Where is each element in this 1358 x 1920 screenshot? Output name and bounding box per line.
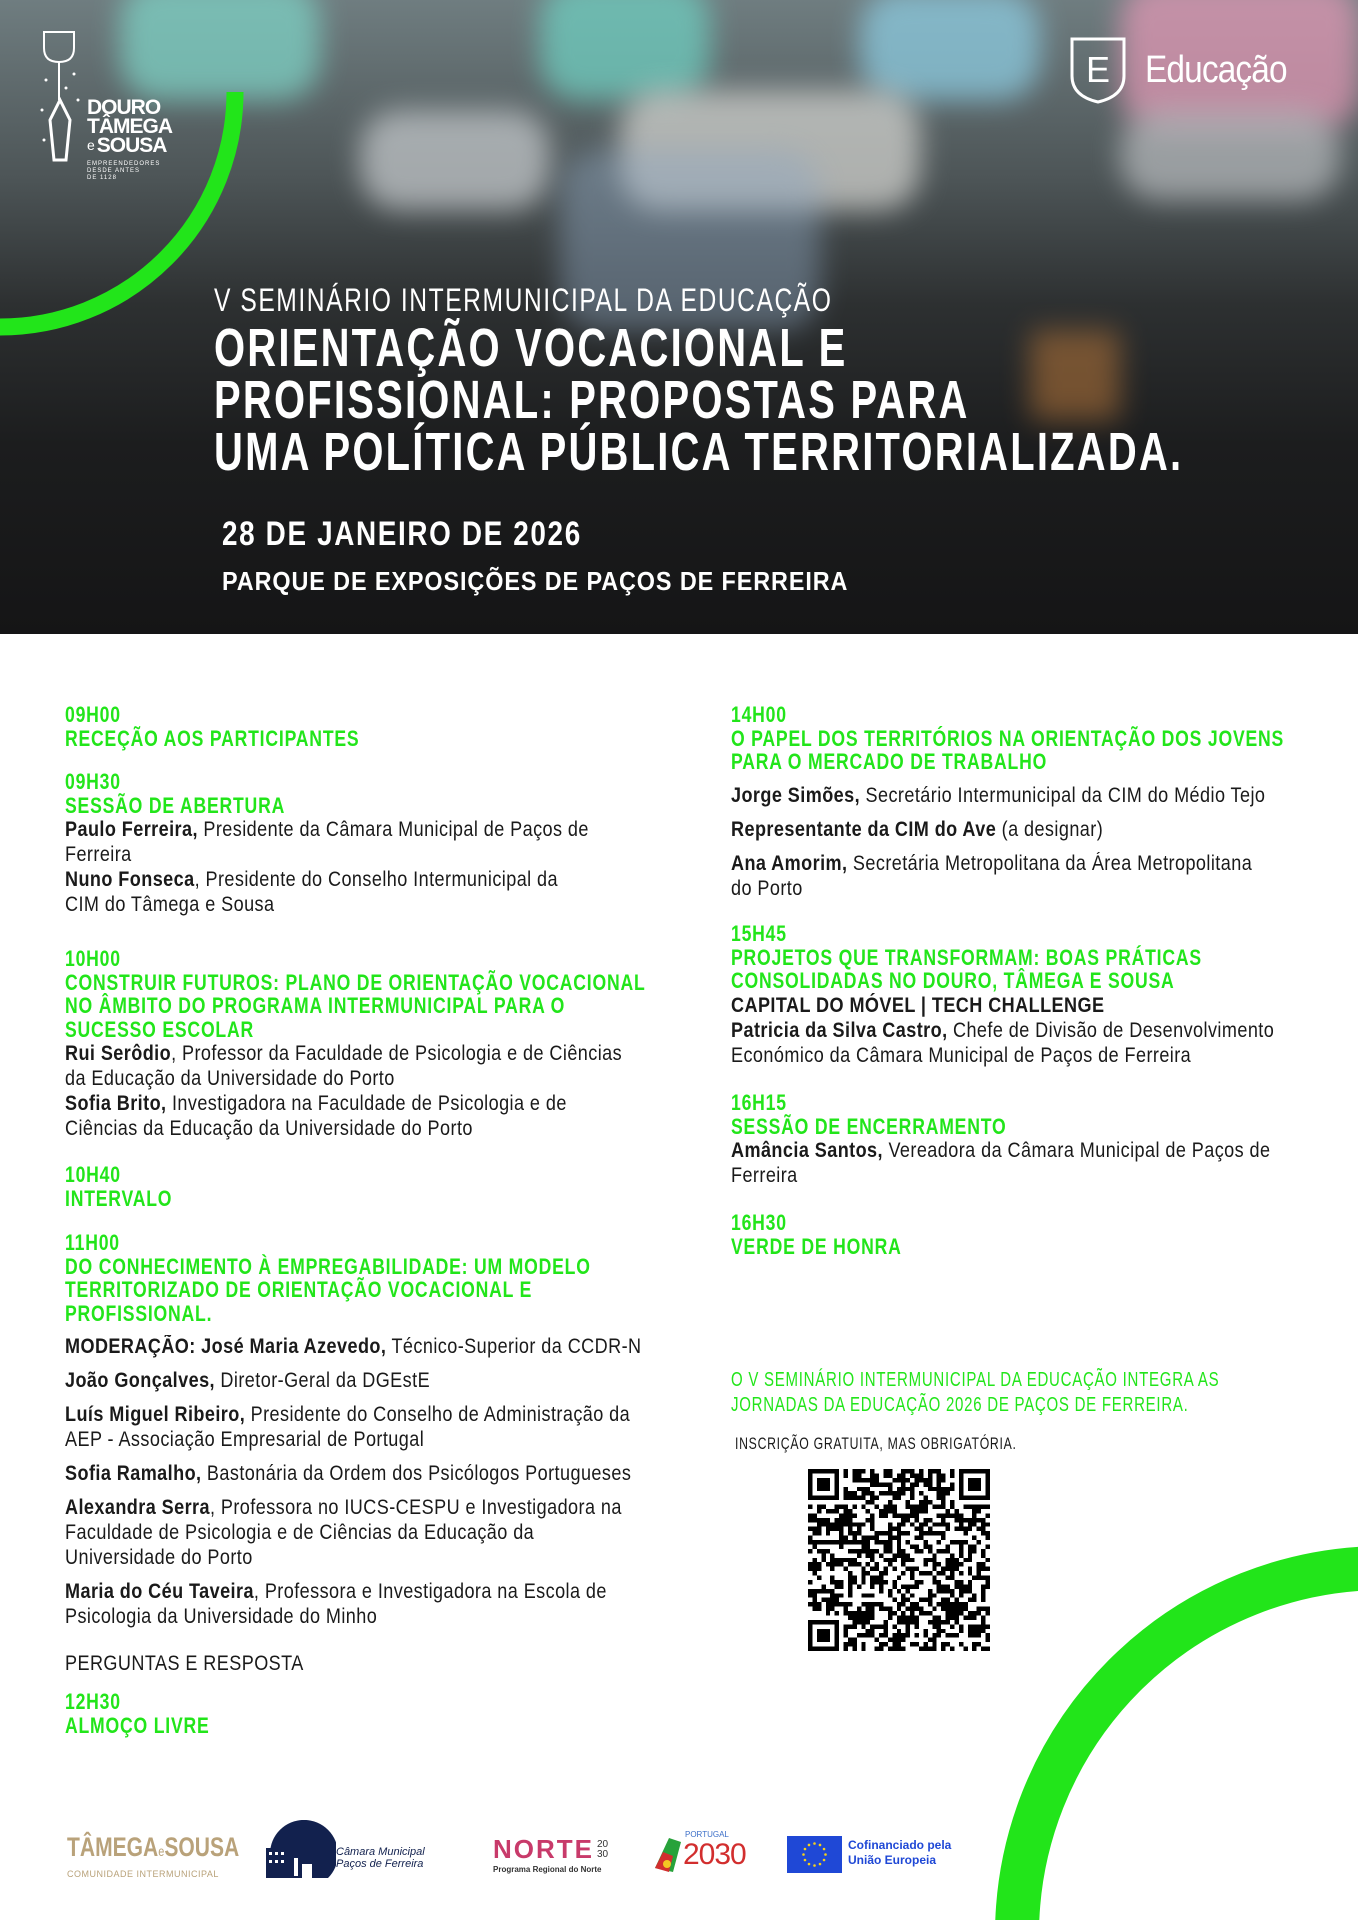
session-title-row	[731, 969, 1358, 993]
speaker-line	[65, 1651, 735, 1676]
session-title-line: TERRITORIZADO DE ORIENTAÇÃO VOCACIONAL E	[65, 1277, 533, 1302]
speaker-role: Técnico-Superior da CCDR-N	[386, 1335, 642, 1358]
logo-text: 30	[597, 1848, 609, 1860]
speaker-line	[65, 842, 674, 867]
speaker-line	[65, 1334, 735, 1359]
speaker-name: Sofia Ramalho,	[65, 1462, 202, 1485]
speaker-entry	[65, 867, 674, 917]
logo-tagline: DESDE ANTES	[87, 168, 141, 174]
session-title-row	[65, 994, 791, 1018]
schedule-time-row	[731, 1211, 944, 1235]
schedule-block	[65, 1231, 735, 1676]
speaker-name: Paulo Ferreira,	[65, 818, 198, 841]
logo-text: 2030	[683, 1838, 746, 1871]
session-title-row	[731, 946, 1358, 970]
session-title-line: CONSTRUIR FUTUROS: PLANO DE ORIENTAÇÃO VOCACIONAL	[65, 969, 646, 995]
speaker-name: Ana Amorim,	[731, 851, 848, 875]
schedule-block	[65, 1690, 246, 1737]
speaker-line	[731, 1018, 1358, 1043]
speaker-role: CIM do Tâmega e Sousa	[65, 893, 275, 916]
speaker-line-text	[65, 1091, 567, 1116]
speaker-line-text	[65, 817, 589, 842]
session-title-row	[65, 1255, 735, 1279]
speaker-entry	[65, 1091, 791, 1141]
session-title-line: DO CONHECIMENTO À EMPREGABILIDADE: UM MODELO	[65, 1253, 591, 1279]
speaker-entry	[731, 851, 1358, 901]
logo-text: Paços de Ferreira	[336, 1858, 424, 1870]
event-date: 28 DE JANEIRO DE 2026	[222, 515, 582, 553]
speaker-line	[65, 892, 674, 917]
speaker-role: , Presidente do Conselho Intermunicipal da	[194, 868, 559, 891]
speaker-line-text	[731, 783, 1265, 808]
speaker-role: Secretária Metropolitana da Área Metropolitana	[847, 851, 1253, 875]
event-title-line: PROFISSIONAL: PROPOSTAS PARA	[214, 370, 970, 430]
photo-shape	[540, 0, 710, 100]
logo-subtext: Programa Regional do Norte	[493, 1865, 602, 1874]
norte-2030-logo	[493, 1820, 628, 1890]
educacao-logo	[1069, 36, 1306, 104]
logo-text: Câmara Municipal	[336, 1846, 425, 1858]
speaker-line	[65, 1545, 735, 1570]
logo-text: União Europeia	[848, 1853, 937, 1867]
educacao-label: Educação	[1145, 48, 1287, 91]
session-title-row	[65, 1018, 791, 1042]
session-title-row	[731, 1115, 1358, 1139]
speaker-name: Alexandra Serra	[65, 1496, 210, 1519]
jornadas-note	[731, 1368, 1358, 1418]
speaker-line-text	[731, 851, 1252, 876]
schedule-block	[731, 1211, 944, 1258]
schedule-time: 16H30	[731, 1210, 787, 1235]
camara-pacos-ferreira-logo	[264, 1820, 434, 1890]
shield-letter: E	[1085, 49, 1111, 90]
session-title-line: PARA O MERCADO DE TRABALHO	[731, 749, 1048, 774]
logo-text: Cofinanciado pela	[848, 1838, 952, 1852]
event-title-line: ORIENTAÇÃO VOCACIONAL E	[214, 318, 848, 378]
session-title-row	[65, 1278, 735, 1302]
speaker-entry	[65, 1579, 735, 1629]
logo-tagline: DE 1128	[87, 175, 117, 181]
speaker-name: João Gonçalves,	[65, 1369, 215, 1392]
speaker-line	[65, 1091, 791, 1116]
event-title	[214, 318, 1358, 482]
building-icon	[264, 1820, 336, 1884]
session-title-line: SESSÃO DE ABERTURA	[65, 792, 286, 818]
speaker-entry	[731, 1018, 1358, 1068]
logo-text: PORTUGAL	[685, 1830, 729, 1839]
logo-text: SOUSA	[164, 1832, 240, 1862]
speaker-entry	[65, 817, 674, 867]
schedule-time: 09H00	[65, 702, 121, 727]
session-title-line: CONSOLIDADAS NO DOURO, TÂMEGA E SOUSA	[731, 968, 1175, 993]
schedule-time-row	[65, 1231, 735, 1255]
session-title-row	[65, 794, 674, 818]
session-title-line: ALMOÇO LIVRE	[65, 1712, 210, 1738]
logo-subtext: COMUNIDADE INTERMUNICIPAL	[67, 1869, 219, 1879]
hero-banner	[0, 0, 1358, 634]
session-title-row	[65, 971, 791, 995]
speaker-line	[65, 1402, 735, 1427]
speaker-line	[65, 1520, 735, 1545]
schedule-time: 16H15	[731, 1090, 787, 1115]
speaker-line-text	[731, 993, 1104, 1018]
speaker-line	[65, 1461, 735, 1486]
speaker-line	[65, 1495, 735, 1520]
speaker-role: Vereadora da Câmara Municipal de Paços de	[882, 1139, 1271, 1162]
speaker-line-text	[65, 1368, 430, 1393]
speaker-entry	[65, 1368, 735, 1393]
session-title-line: SESSÃO DE ENCERRAMENTO	[731, 1113, 1007, 1139]
speaker-line	[65, 1368, 735, 1393]
session-title-row	[731, 1235, 944, 1259]
speaker-line-text	[65, 1041, 622, 1066]
speaker-entry	[65, 1495, 735, 1570]
speaker-entry	[65, 1402, 735, 1452]
session-title-row	[731, 727, 1358, 751]
speaker-entry	[731, 783, 1358, 808]
logo-word: TÂMEGA	[87, 115, 172, 138]
eu-cofinancing-logo	[787, 1820, 967, 1890]
schedule-block	[65, 770, 674, 917]
speaker-name: Patricia da Silva Castro,	[731, 1018, 948, 1042]
tamega-sousa-logo	[67, 1820, 240, 1890]
speaker-line	[731, 1163, 1358, 1188]
speaker-line	[65, 1116, 791, 1141]
session-title-line: RECEÇÃO AOS PARTICIPANTES	[65, 725, 360, 751]
speaker-line	[731, 993, 1358, 1018]
speaker-role: Universidade do Porto	[65, 1546, 253, 1569]
speaker-role: Psicologia da Universidade do Minho	[65, 1605, 378, 1628]
speaker-role: Ciências da Educação da Universidade do Porto	[65, 1117, 473, 1140]
registration-qr-code[interactable]	[808, 1469, 990, 1651]
schedule-time-row	[731, 922, 1358, 946]
schedule-time-row	[65, 947, 791, 971]
schedule-time-row	[65, 1163, 199, 1187]
speaker-name: Sofia Brito,	[65, 1092, 167, 1115]
schedule-time-row	[731, 1091, 1358, 1115]
speaker-line-text	[65, 1651, 304, 1676]
schedule-time: 10H00	[65, 946, 121, 971]
speaker-entry	[731, 817, 1358, 842]
speaker-role: Ferreira	[65, 843, 132, 866]
speaker-line-text	[65, 1334, 641, 1359]
speaker-line-text	[65, 1495, 622, 1520]
bottom-right-arc	[1017, 1568, 1358, 1920]
event-venue: PARQUE DE EXPOSIÇÕES DE PAÇOS DE FERREIRA	[222, 566, 849, 596]
schedule-block	[731, 703, 1358, 901]
schedule-time-row	[65, 1690, 246, 1714]
speaker-line-text	[731, 1018, 1274, 1043]
portugal-2030-logo	[655, 1820, 755, 1890]
speaker-role: Diretor-Geral da DGEstE	[214, 1369, 431, 1392]
speaker-role: Bastonária da Ordem dos Psicólogos Portugueses	[201, 1462, 632, 1485]
note-line: JORNADAS DA EDUCAÇÃO 2026 DE PAÇOS DE FERREIRA.	[731, 1394, 1189, 1416]
logo-text: 20	[597, 1838, 609, 1850]
speaker-line-text	[65, 867, 558, 892]
session-title-row	[65, 1714, 246, 1738]
speaker-name: Amância Santos,	[731, 1139, 883, 1162]
speaker-entry	[731, 993, 1358, 1018]
session-title-line: O PAPEL DOS TERRITÓRIOS NA ORIENTAÇÃO DOS JOVENS	[731, 725, 1285, 751]
speaker-line	[65, 867, 674, 892]
speaker-line	[731, 783, 1358, 808]
logo-word: DOURO	[87, 96, 161, 119]
schedule-block	[731, 922, 1358, 1068]
speaker-entry	[731, 1138, 1358, 1188]
schedule-time: 15H45	[731, 921, 787, 946]
portugal-flag-icon	[655, 1838, 681, 1872]
speaker-role: Chefe de Divisão de Desenvolvimento	[947, 1018, 1275, 1042]
douro-tamega-sousa-logo	[40, 30, 172, 195]
speaker-line	[65, 1041, 791, 1066]
schedule-block	[65, 947, 791, 1141]
speaker-entry	[65, 1041, 791, 1091]
note-line: O V SEMINÁRIO INTERMUNICIPAL DA EDUCAÇÃO INTEGRA AS	[731, 1369, 1220, 1391]
laptop-shape	[1120, 110, 1340, 200]
session-title-line: SUCESSO ESCOLAR	[65, 1016, 255, 1042]
speaker-role: Presidente do Conselho de Administração da	[245, 1403, 631, 1426]
speaker-name: Luís Miguel Ribeiro,	[65, 1403, 246, 1426]
speaker-line	[65, 817, 674, 842]
speaker-role: , Professora e Investigadora na Escola de	[253, 1580, 607, 1603]
speaker-line	[65, 1427, 735, 1452]
schedule-time: 10H40	[65, 1162, 121, 1187]
schedule-block	[731, 1091, 1358, 1188]
speaker-line-text	[731, 1138, 1271, 1163]
speaker-role: do Porto	[731, 876, 803, 900]
session-title-row	[65, 1187, 199, 1211]
session-title-line: PROFISSIONAL.	[65, 1300, 213, 1326]
speaker-name: Nuno Fonseca	[65, 868, 195, 891]
speaker-role: (a designar)	[996, 817, 1104, 841]
speaker-role: Económico da Câmara Municipal de Paços de Ferreira	[731, 1043, 1192, 1067]
event-title-line: UMA POLÍTICA PÚBLICA TERRITORIALIZADA.	[214, 422, 1184, 482]
speaker-role: , Professor da Faculdade de Psicologia e de Ciências	[171, 1042, 623, 1065]
schedule-block	[65, 1163, 199, 1210]
speaker-line	[65, 1579, 735, 1604]
eu-flag-icon	[787, 1836, 842, 1873]
schedule-time: 14H00	[731, 702, 787, 727]
speaker-role: Presidente da Câmara Municipal de Paços de	[197, 818, 589, 841]
speaker-name: MODERAÇÃO: José Maria Azevedo,	[65, 1335, 387, 1358]
shield-icon	[1069, 36, 1127, 104]
session-title-line: VERDE DE HONRA	[731, 1233, 902, 1259]
logo-word: e	[87, 137, 94, 153]
logo-text: NORTE	[493, 1834, 594, 1864]
speaker-line-text	[65, 1579, 607, 1604]
speaker-name: Jorge Simões,	[731, 783, 861, 807]
logo-word: SOUSA	[96, 134, 167, 157]
speaker-line	[65, 1066, 791, 1091]
speaker-line	[731, 876, 1358, 901]
speaker-role: da Educação da Universidade do Porto	[65, 1067, 395, 1090]
schedule-block	[65, 703, 433, 750]
session-title-row	[65, 727, 433, 751]
session-title-row	[65, 1302, 735, 1326]
speaker-line-text	[65, 1461, 631, 1486]
registration-text: INSCRIÇÃO GRATUITA, MAS OBRIGATÓRIA.	[735, 1434, 1017, 1453]
speaker-line	[731, 1043, 1358, 1068]
schedule-time: 11H00	[65, 1230, 120, 1255]
session-title-line: NO ÂMBITO DO PROGRAMA INTERMUNICIPAL PARA O	[65, 993, 566, 1018]
laptop-shape	[360, 110, 550, 210]
logo-tagline: EMPREENDEDORES	[87, 161, 161, 167]
speaker-entry	[65, 1334, 735, 1359]
photo-shape	[860, 0, 1040, 100]
schedule-time: 09H30	[65, 769, 121, 794]
speaker-name: Rui Serôdio	[65, 1042, 172, 1065]
schedule-time-row	[65, 770, 674, 794]
session-title-line: PROJETOS QUE TRANSFORMAM: BOAS PRÁTICAS	[731, 944, 1202, 970]
logo-text: e	[158, 1843, 165, 1859]
speaker-line	[731, 1138, 1358, 1163]
speaker-line-text	[731, 817, 1103, 842]
speaker-role: Secretário Intermunicipal da CIM do Médio Tejo	[860, 783, 1266, 807]
speaker-entry	[65, 1461, 735, 1486]
event-subtitle: V SEMINÁRIO INTERMUNICIPAL DA EDUCAÇÃO	[214, 282, 833, 318]
speaker-name: Representante da CIM do Ave	[731, 817, 997, 841]
speaker-role: Faculdade de Psicologia e de Ciências da Educação da	[65, 1521, 535, 1544]
speaker-line	[731, 851, 1358, 876]
speaker-role: , Professora no IUCS-CESPU e Investigadora na	[209, 1496, 622, 1519]
speaker-role: Ferreira	[731, 1164, 798, 1187]
schedule-time: 12H30	[65, 1689, 121, 1714]
speaker-name: CAPITAL DO MÓVEL | TECH CHALLENGE	[731, 993, 1105, 1017]
schedule-time-row	[65, 703, 433, 727]
speaker-role: AEP - Associação Empresarial de Portugal	[65, 1428, 425, 1451]
speaker-role: PERGUNTAS E RESPOSTA	[65, 1652, 304, 1675]
speaker-role: Investigadora na Faculdade de Psicologia e de	[166, 1092, 567, 1115]
speaker-line-text	[65, 1402, 630, 1427]
session-title-row	[731, 750, 1358, 774]
schedule-time-row	[731, 703, 1358, 727]
speaker-name: Maria do Céu Taveira	[65, 1580, 254, 1603]
session-note	[65, 1651, 735, 1676]
speaker-line	[65, 1604, 735, 1629]
logo-text: TÂMEGA	[67, 1832, 159, 1862]
speaker-line	[731, 817, 1358, 842]
session-title-line: INTERVALO	[65, 1185, 173, 1211]
